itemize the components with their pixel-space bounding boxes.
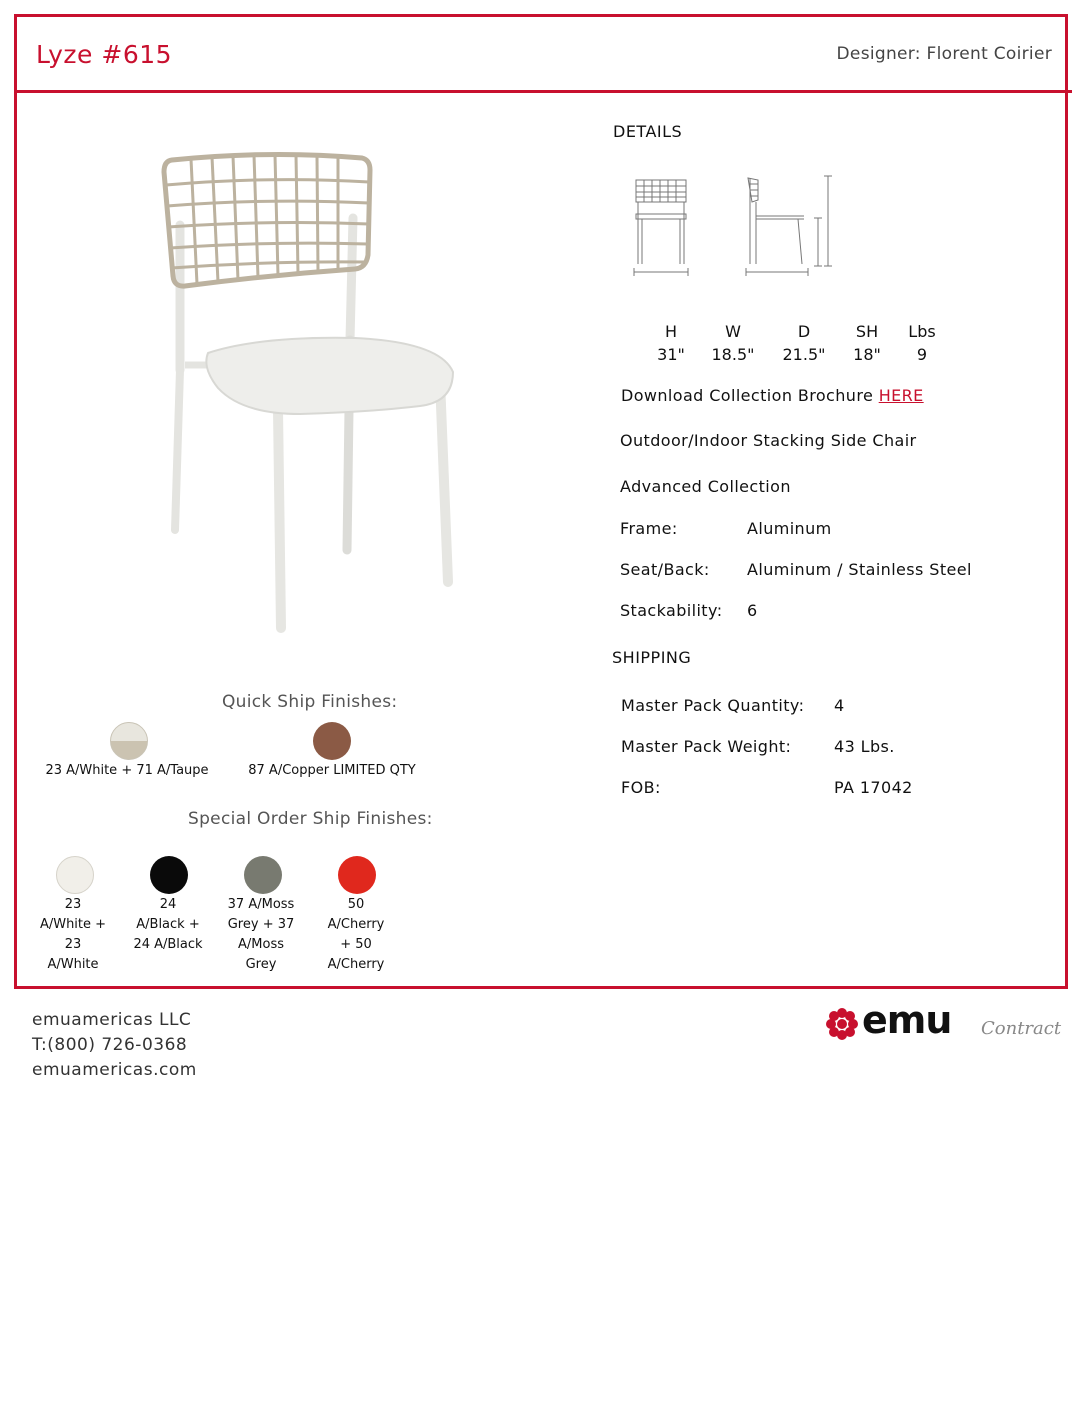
- finish-label: 23 A/White + 71 A/Taupe: [45, 763, 209, 778]
- brochure-text: Download Collection Brochure: [621, 386, 874, 405]
- logo-brand: emu: [862, 998, 952, 1042]
- collection-name: Advanced Collection: [620, 477, 791, 496]
- header-divider: [14, 90, 1072, 93]
- company-name: emuamericas LLC: [32, 1010, 192, 1030]
- master-pack-weight-value: 43 Lbs.: [834, 737, 895, 756]
- spec-seat-height: [844, 322, 890, 364]
- swatch-black: [150, 856, 188, 894]
- spec-label: H: [664, 322, 678, 341]
- seat-back-label: Seat/Back:: [620, 560, 710, 579]
- company-website[interactable]: emuamericas.com: [32, 1060, 197, 1080]
- spec-depth: [774, 322, 834, 364]
- master-pack-qty-value: 4: [834, 696, 845, 715]
- spec-weight: [900, 322, 944, 364]
- quick-ship-title: Quick Ship Finishes:: [222, 692, 398, 712]
- master-pack-qty-label: Master Pack Quantity:: [621, 696, 805, 715]
- spec-value: 18.5": [711, 345, 755, 364]
- brochure-line: [621, 386, 924, 405]
- company-phone: T:(800) 726-0368: [32, 1035, 188, 1055]
- designer-name: Designer: Florent Coirier: [836, 44, 1052, 64]
- spec-label: W: [725, 322, 741, 341]
- spec-value: 9: [916, 345, 928, 364]
- frame-value: Aluminum: [747, 519, 832, 538]
- emu-flower-icon: [824, 1006, 860, 1042]
- spec-value: 18": [853, 345, 881, 364]
- spec-value: 31": [657, 345, 685, 364]
- swatch-moss-grey: [244, 856, 282, 894]
- swatch-cherry: [338, 856, 376, 894]
- finish-label: 50 A/Cherry + 50 A/Cherry: [327, 897, 385, 972]
- spec-width: [703, 322, 763, 364]
- swatch-white-taupe: [110, 722, 148, 760]
- chair-image: [150, 140, 480, 640]
- swatch-copper: [313, 722, 351, 760]
- finish-label: 37 A/Moss Grey + 37 A/Moss Grey: [227, 897, 295, 972]
- spec-label: SH: [855, 322, 879, 341]
- finish-label: 23 A/White + 23 A/White: [39, 897, 107, 972]
- details-heading: DETAILS: [613, 122, 683, 141]
- fob-value: PA 17042: [834, 778, 913, 797]
- product-description: Outdoor/Indoor Stacking Side Chair: [620, 431, 917, 450]
- finish-label: 24 A/Black + 24 A/Black: [133, 897, 203, 952]
- stackability-label: Stackability:: [620, 601, 723, 620]
- frame-label: Frame:: [620, 519, 678, 538]
- brochure-link[interactable]: HERE: [878, 386, 924, 405]
- spec-label: Lbs: [908, 322, 936, 341]
- emu-contract-logo: [824, 998, 1074, 1044]
- special-order-title: Special Order Ship Finishes:: [188, 809, 433, 829]
- finish-label: 87 A/Copper LIMITED QTY: [248, 763, 416, 778]
- spec-height: [648, 322, 694, 364]
- stackability-value: 6: [747, 601, 758, 620]
- product-title: Lyze #615: [36, 40, 173, 69]
- spec-value: 21.5": [782, 345, 826, 364]
- swatch-white: [56, 856, 94, 894]
- seat-back-value: Aluminum / Stainless Steel: [747, 560, 972, 579]
- spec-label: D: [797, 322, 811, 341]
- fob-label: FOB:: [621, 778, 661, 797]
- dimension-drawings: [630, 160, 850, 280]
- shipping-heading: SHIPPING: [612, 648, 692, 667]
- master-pack-weight-label: Master Pack Weight:: [621, 737, 792, 756]
- logo-sub: Contract: [981, 1018, 1062, 1039]
